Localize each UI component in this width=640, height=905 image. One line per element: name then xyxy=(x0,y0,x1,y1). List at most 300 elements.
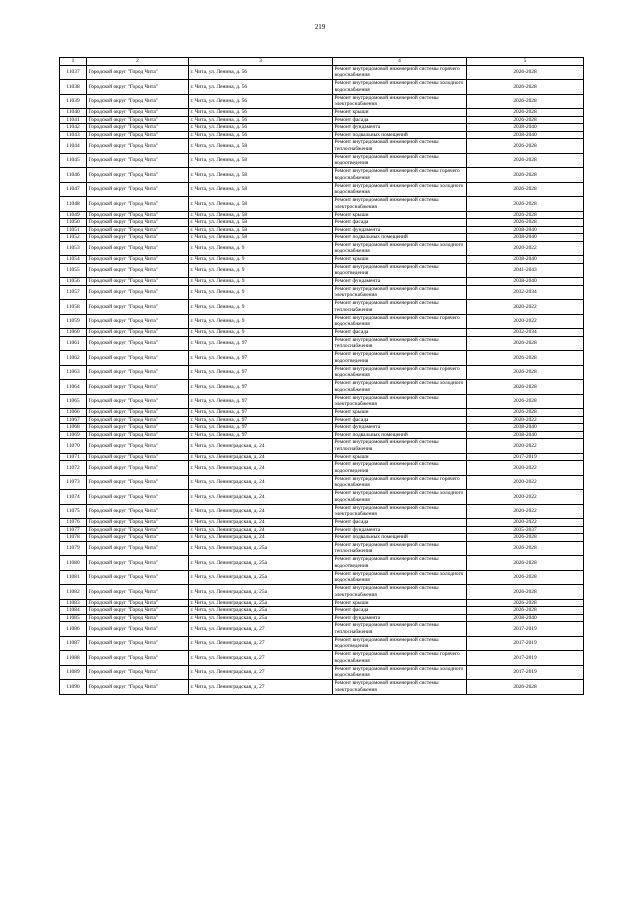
table-row xyxy=(60,394,584,409)
row-number-cell: 11049 xyxy=(60,211,87,219)
row-number-cell: 11039 xyxy=(60,94,87,109)
table-row xyxy=(60,285,584,300)
address-cell: г. Чита, ул. Ленина, д. 56 xyxy=(189,80,333,95)
row-number-cell: 11043 xyxy=(60,131,87,139)
period-cell: 2026-2028 xyxy=(467,80,584,95)
work-type-cell: Ремонт фундамента xyxy=(333,614,467,622)
work-type-cell: Ремонт внутридомовой инженерной системы электроснабжения xyxy=(333,680,467,695)
table-row xyxy=(60,197,584,212)
municipality-cell: Городской округ "Город Чита" xyxy=(87,534,189,542)
row-number-cell: 11073 xyxy=(60,475,87,490)
work-type-cell: Ремонт внутридомовой инженерной системы водоотведения xyxy=(333,351,467,366)
row-number-cell: 11087 xyxy=(60,636,87,651)
table-row xyxy=(60,622,584,637)
address-cell: г. Чита, ул. Ленина, д. 97 xyxy=(189,336,333,351)
municipality-cell: Городской округ "Город Чита" xyxy=(87,490,189,505)
table-row xyxy=(60,351,584,366)
period-cell: 2026-2028 xyxy=(467,365,584,380)
address-cell: г. Чита, ул. Ленина, д. 56 xyxy=(189,94,333,109)
municipality-cell: Городской округ "Город Чита" xyxy=(87,380,189,395)
municipality-cell: Городской округ "Город Чита" xyxy=(87,431,189,439)
municipality-cell: Городской округ "Город Чита" xyxy=(87,453,189,461)
row-number-cell: 11055 xyxy=(60,263,87,278)
period-cell: 2026-2028 xyxy=(467,168,584,183)
period-cell: 2026-2028 xyxy=(467,534,584,542)
period-cell: 2026-2028 xyxy=(467,351,584,366)
address-cell: г. Чита, ул. Ленинградская, д. 24 xyxy=(189,439,333,454)
row-number-cell: 11080 xyxy=(60,556,87,571)
municipality-cell: Городской округ "Город Чита" xyxy=(87,680,189,695)
work-type-cell: Ремонт внутридомовой инженерной системы теплоснабжения xyxy=(333,541,467,556)
table-row xyxy=(60,526,584,534)
municipality-cell: Городской округ "Город Чита" xyxy=(87,285,189,300)
row-number-cell: 11052 xyxy=(60,234,87,242)
row-number-cell: 11062 xyxy=(60,351,87,366)
period-cell: 2026-2028 xyxy=(467,109,584,117)
work-type-cell: Ремонт внутридомовой инженерной системы горячего водоснабжения xyxy=(333,651,467,666)
period-cell: 2026-2028 xyxy=(467,116,584,124)
municipality-cell: Городской округ "Город Чита" xyxy=(87,665,189,680)
row-number-cell: 11038 xyxy=(60,80,87,95)
table-row xyxy=(60,504,584,519)
row-number-cell: 11081 xyxy=(60,570,87,585)
address-cell: г. Чита, ул. Ленина, д. 97 xyxy=(189,394,333,409)
period-cell: 2032-2034 xyxy=(467,285,584,300)
municipality-cell: Городской округ "Город Чита" xyxy=(87,651,189,666)
address-cell: г. Чита, ул. Ленинградская, д. 24 xyxy=(189,475,333,490)
table-row xyxy=(60,139,584,154)
column-number: 3 xyxy=(189,58,333,66)
address-cell: г. Чита, ул. Ленинградская, д. 24 xyxy=(189,504,333,519)
table-row xyxy=(60,168,584,183)
municipality-cell: Городской округ "Город Чита" xyxy=(87,585,189,600)
municipality-cell: Городской округ "Город Чита" xyxy=(87,439,189,454)
work-type-cell: Ремонт внутридомовой инженерной системы электроснабжения xyxy=(333,197,467,212)
municipality-cell: Городской округ "Город Чита" xyxy=(87,65,189,80)
period-cell: 2038-2040 xyxy=(467,124,584,132)
work-type-cell: Ремонт внутридомовой инженерной системы холодного водоснабжения xyxy=(333,241,467,256)
work-type-cell: Ремонт фундамента xyxy=(333,424,467,432)
period-cell: 2038-2040 xyxy=(467,256,584,264)
work-type-cell: Ремонт внутридомовой инженерной системы горячего водоснабжения xyxy=(333,65,467,80)
period-cell: 2026-2028 xyxy=(467,336,584,351)
table-row xyxy=(60,109,584,117)
municipality-cell: Городской округ "Город Чита" xyxy=(87,263,189,278)
address-cell: г. Чита, ул. Ленина, д. 97 xyxy=(189,409,333,417)
table-row xyxy=(60,182,584,197)
row-number-cell: 11063 xyxy=(60,365,87,380)
table-row xyxy=(60,614,584,622)
table-row xyxy=(60,329,584,337)
municipality-cell: Городской округ "Город Чита" xyxy=(87,526,189,534)
work-type-cell: Ремонт внутридомовой инженерной системы электроснабжения xyxy=(333,285,467,300)
period-cell: 2026-2028 xyxy=(467,65,584,80)
work-type-cell: Ремонт внутридомовой инженерной системы горячего водоснабжения xyxy=(333,475,467,490)
work-type-cell: Ремонт фасада xyxy=(333,519,467,527)
work-type-cell: Ремонт внутридомовой инженерной системы холодного водоснабжения xyxy=(333,570,467,585)
address-cell: г. Чита, ул. Ленинградская, д. 24 xyxy=(189,526,333,534)
row-number-cell: 11040 xyxy=(60,109,87,117)
row-number-cell: 11074 xyxy=(60,490,87,505)
municipality-cell: Городской округ "Город Чита" xyxy=(87,226,189,234)
municipality-cell: Городской округ "Город Чита" xyxy=(87,197,189,212)
municipality-cell: Городской округ "Город Чита" xyxy=(87,570,189,585)
address-cell: г. Чита, ул. Ленинградская, д. 25а xyxy=(189,607,333,615)
row-number-cell: 11066 xyxy=(60,409,87,417)
address-cell: г. Чита, ул. Ленина, д. 9 xyxy=(189,314,333,329)
period-cell: 2038-2040 xyxy=(467,278,584,286)
address-cell: г. Чита, ул. Ленина, д. 56 xyxy=(189,124,333,132)
table-row xyxy=(60,424,584,432)
address-cell: г. Чита, ул. Ленина, д. 56 xyxy=(189,65,333,80)
work-type-cell: Ремонт внутридомовой инженерной системы холодного водоснабжения xyxy=(333,80,467,95)
row-number-cell: 11082 xyxy=(60,585,87,600)
table-row xyxy=(60,241,584,256)
table-row xyxy=(60,490,584,505)
address-cell: г. Чита, ул. Ленина, д. 56 xyxy=(189,116,333,124)
row-number-cell: 11086 xyxy=(60,622,87,637)
period-cell: 2026-2028 xyxy=(467,153,584,168)
work-type-cell: Ремонт крыши xyxy=(333,453,467,461)
work-type-cell: Ремонт крыши xyxy=(333,256,467,264)
address-cell: г. Чита, ул. Ленина, д. 58 xyxy=(189,168,333,183)
work-type-cell: Ремонт внутридомовой инженерной системы теплоснабжения xyxy=(333,439,467,454)
municipality-cell: Городской округ "Город Чита" xyxy=(87,504,189,519)
table-row xyxy=(60,519,584,527)
table-row xyxy=(60,680,584,695)
table-row xyxy=(60,234,584,242)
period-cell: 2026-2028 xyxy=(467,380,584,395)
period-cell: 2026-2028 xyxy=(467,680,584,695)
address-cell: г. Чита, ул. Ленинградская, д. 25а xyxy=(189,541,333,556)
municipality-cell: Городской округ "Город Чита" xyxy=(87,256,189,264)
work-type-cell: Ремонт подвальных помещений xyxy=(333,431,467,439)
work-type-cell: Ремонт внутридомовой инженерной системы водоотведения xyxy=(333,263,467,278)
work-type-cell: Ремонт фундамента xyxy=(333,124,467,132)
work-type-cell: Ремонт внутридомовой инженерной системы горячего водоснабжения xyxy=(333,314,467,329)
address-cell: г. Чита, ул. Ленинградская, д. 24 xyxy=(189,519,333,527)
row-number-cell: 11046 xyxy=(60,168,87,183)
period-cell: 2020-2022 xyxy=(467,519,584,527)
work-type-cell: Ремонт фасада xyxy=(333,329,467,337)
municipality-cell: Городской округ "Город Чита" xyxy=(87,80,189,95)
period-cell: 2038-2040 xyxy=(467,614,584,622)
row-number-cell: 11042 xyxy=(60,124,87,132)
work-type-cell: Ремонт внутридомовой инженерной системы теплоснабжения xyxy=(333,300,467,315)
municipality-cell: Городской округ "Город Чита" xyxy=(87,241,189,256)
address-cell: г. Чита, ул. Ленина, д. 58 xyxy=(189,139,333,154)
municipality-cell: Городской округ "Город Чита" xyxy=(87,409,189,417)
address-cell: г. Чита, ул. Ленинградская, д. 27 xyxy=(189,622,333,637)
work-type-cell: Ремонт внутридомовой инженерной системы горячего водоснабжения xyxy=(333,365,467,380)
period-cell: 2017-2019 xyxy=(467,651,584,666)
work-type-cell: Ремонт крыши xyxy=(333,599,467,607)
row-number-cell: 11079 xyxy=(60,541,87,556)
address-cell: г. Чита, ул. Ленина, д. 58 xyxy=(189,197,333,212)
address-cell: г. Чита, ул. Ленинградская, д. 27 xyxy=(189,636,333,651)
table-row xyxy=(60,131,584,139)
address-cell: г. Чита, ул. Ленина, д. 56 xyxy=(189,109,333,117)
table-row xyxy=(60,534,584,542)
work-type-cell: Ремонт внутридомовой инженерной системы теплоснабжения xyxy=(333,336,467,351)
address-cell: г. Чита, ул. Ленина, д. 97 xyxy=(189,424,333,432)
municipality-cell: Городской округ "Город Чита" xyxy=(87,599,189,607)
work-type-cell: Ремонт внутридомовой инженерной системы водоотведения xyxy=(333,153,467,168)
table-row xyxy=(60,380,584,395)
table-row xyxy=(60,153,584,168)
row-number-cell: 11056 xyxy=(60,278,87,286)
row-number-cell: 11089 xyxy=(60,665,87,680)
period-cell: 2026-2028 xyxy=(467,94,584,109)
municipality-cell: Городской округ "Город Чита" xyxy=(87,116,189,124)
work-type-cell: Ремонт внутридомовой инженерной системы теплоснабжения xyxy=(333,139,467,154)
address-cell: г. Чита, ул. Ленина, д. 9 xyxy=(189,300,333,315)
work-type-cell: Ремонт внутридомовой инженерной системы холодного водоснабжения xyxy=(333,182,467,197)
period-cell: 2020-2022 xyxy=(467,314,584,329)
row-number-cell: 11044 xyxy=(60,139,87,154)
table-row xyxy=(60,124,584,132)
address-cell: г. Чита, ул. Ленина, д. 58 xyxy=(189,182,333,197)
period-cell: 2020-2022 xyxy=(467,490,584,505)
period-cell: 2026-2028 xyxy=(467,570,584,585)
municipality-cell: Городской округ "Город Чита" xyxy=(87,365,189,380)
work-type-cell: Ремонт внутридомовой инженерной системы холодного водоснабжения xyxy=(333,490,467,505)
municipality-cell: Городской округ "Город Чита" xyxy=(87,234,189,242)
table-row xyxy=(60,278,584,286)
work-type-cell: Ремонт фасада xyxy=(333,416,467,424)
period-cell: 2017-2019 xyxy=(467,453,584,461)
column-number: 5 xyxy=(467,58,584,66)
address-cell: г. Чита, ул. Ленинградская, д. 27 xyxy=(189,665,333,680)
address-cell: г. Чита, ул. Ленина, д. 56 xyxy=(189,131,333,139)
municipality-cell: Городской округ "Город Чита" xyxy=(87,636,189,651)
municipality-cell: Городской округ "Город Чита" xyxy=(87,182,189,197)
municipality-cell: Городской округ "Город Чита" xyxy=(87,124,189,132)
row-number-cell: 11053 xyxy=(60,241,87,256)
address-cell: г. Чита, ул. Ленинградская, д. 24 xyxy=(189,453,333,461)
table-row xyxy=(60,314,584,329)
row-number-cell: 11069 xyxy=(60,431,87,439)
table-row xyxy=(60,80,584,95)
row-number-cell: 11068 xyxy=(60,424,87,432)
table-row xyxy=(60,607,584,615)
row-number-cell: 11041 xyxy=(60,116,87,124)
work-type-cell: Ремонт внутридомовой инженерной системы водоотведения xyxy=(333,556,467,571)
table-row xyxy=(60,300,584,315)
row-number-cell: 11054 xyxy=(60,256,87,264)
municipality-cell: Городской округ "Город Чита" xyxy=(87,109,189,117)
address-cell: г. Чита, ул. Ленинградская, д. 24 xyxy=(189,490,333,505)
period-cell: 2026-2028 xyxy=(467,607,584,615)
municipality-cell: Городской округ "Город Чита" xyxy=(87,211,189,219)
municipality-cell: Городской округ "Город Чита" xyxy=(87,351,189,366)
row-number-cell: 11065 xyxy=(60,394,87,409)
row-number-cell: 11084 xyxy=(60,607,87,615)
work-type-cell: Ремонт фундамента xyxy=(333,278,467,286)
municipality-cell: Городской округ "Город Чита" xyxy=(87,139,189,154)
municipality-cell: Городской округ "Город Чита" xyxy=(87,607,189,615)
row-number-cell: 11057 xyxy=(60,285,87,300)
work-type-cell: Ремонт крыши xyxy=(333,211,467,219)
row-number-cell: 11077 xyxy=(60,526,87,534)
period-cell: 2032-2034 xyxy=(467,329,584,337)
address-cell: г. Чита, ул. Ленинградская, д. 25а xyxy=(189,599,333,607)
municipality-cell: Городской округ "Город Чита" xyxy=(87,219,189,227)
table-row xyxy=(60,409,584,417)
municipality-cell: Городской округ "Город Чита" xyxy=(87,329,189,337)
address-cell: г. Чита, ул. Ленина, д. 9 xyxy=(189,278,333,286)
period-cell: 2041-2043 xyxy=(467,263,584,278)
address-cell: г. Чита, ул. Ленина, д. 97 xyxy=(189,351,333,366)
work-type-cell: Ремонт подвальных помещений xyxy=(333,131,467,139)
period-cell: 2026-2028 xyxy=(467,585,584,600)
period-cell: 2038-2040 xyxy=(467,424,584,432)
table-row xyxy=(60,665,584,680)
period-cell: 2038-2040 xyxy=(467,234,584,242)
repair-schedule-table xyxy=(59,57,584,695)
row-number-cell: 11058 xyxy=(60,300,87,315)
period-cell: 2038-2040 xyxy=(467,431,584,439)
work-type-cell: Ремонт подвальных помещений xyxy=(333,534,467,542)
column-number-row xyxy=(60,58,584,66)
municipality-cell: Городской округ "Город Чита" xyxy=(87,461,189,476)
address-cell: г. Чита, ул. Ленина, д. 9 xyxy=(189,241,333,256)
municipality-cell: Городской округ "Город Чита" xyxy=(87,519,189,527)
table-row xyxy=(60,475,584,490)
address-cell: г. Чита, ул. Ленина, д. 97 xyxy=(189,380,333,395)
address-cell: г. Чита, ул. Ленина, д. 58 xyxy=(189,211,333,219)
municipality-cell: Городской округ "Город Чита" xyxy=(87,131,189,139)
table-row xyxy=(60,453,584,461)
period-cell: 2035-2037 xyxy=(467,526,584,534)
work-type-cell: Ремонт внутридомовой инженерной системы холодного водоснабжения xyxy=(333,665,467,680)
work-type-cell: Ремонт крыши xyxy=(333,109,467,117)
work-type-cell: Ремонт внутридомовой инженерной системы холодного водоснабжения xyxy=(333,380,467,395)
address-cell: г. Чита, ул. Ленинградская, д. 24 xyxy=(189,461,333,476)
period-cell: 2026-2028 xyxy=(467,599,584,607)
period-cell: 2020-2022 xyxy=(467,504,584,519)
period-cell: 2020-2022 xyxy=(467,241,584,256)
municipality-cell: Городской округ "Город Чита" xyxy=(87,336,189,351)
table-row xyxy=(60,263,584,278)
page-number: 219 xyxy=(314,23,326,31)
table-row xyxy=(60,570,584,585)
period-cell: 2026-2028 xyxy=(467,219,584,227)
table-row xyxy=(60,461,584,476)
period-cell: 2026-2028 xyxy=(467,139,584,154)
column-number: 2 xyxy=(87,58,189,66)
work-type-cell: Ремонт внутридомовой инженерной системы электроснабжения xyxy=(333,585,467,600)
row-number-cell: 11083 xyxy=(60,599,87,607)
work-type-cell: Ремонт фундамента xyxy=(333,226,467,234)
work-type-cell: Ремонт внутридомовой инженерной системы горячего водоснабжения xyxy=(333,168,467,183)
work-type-cell: Ремонт внутридомовой инженерной системы электроснабжения xyxy=(333,394,467,409)
column-number: 4 xyxy=(333,58,467,66)
row-number-cell: 11090 xyxy=(60,680,87,695)
table-row xyxy=(60,556,584,571)
municipality-cell: Городской округ "Город Чита" xyxy=(87,153,189,168)
table-row xyxy=(60,256,584,264)
address-cell: г. Чита, ул. Ленинградская, д. 25а xyxy=(189,585,333,600)
period-cell: 2020-2022 xyxy=(467,461,584,476)
row-number-cell: 11067 xyxy=(60,416,87,424)
address-cell: г. Чита, ул. Ленина, д. 9 xyxy=(189,329,333,337)
row-number-cell: 11088 xyxy=(60,651,87,666)
period-cell: 2026-2028 xyxy=(467,409,584,417)
row-number-cell: 11076 xyxy=(60,519,87,527)
address-cell: г. Чита, ул. Ленина, д. 9 xyxy=(189,263,333,278)
table-row xyxy=(60,636,584,651)
work-type-cell: Ремонт фасада xyxy=(333,219,467,227)
period-cell: 2026-2028 xyxy=(467,556,584,571)
address-cell: г. Чита, ул. Ленина, д. 9 xyxy=(189,285,333,300)
period-cell: 2017-2019 xyxy=(467,622,584,637)
table-row xyxy=(60,211,584,219)
row-number-cell: 11075 xyxy=(60,504,87,519)
table-row xyxy=(60,116,584,124)
work-type-cell: Ремонт подвальных помещений xyxy=(333,234,467,242)
table-row xyxy=(60,65,584,80)
municipality-cell: Городской округ "Город Чита" xyxy=(87,394,189,409)
period-cell: 2026-2028 xyxy=(467,541,584,556)
row-number-cell: 11037 xyxy=(60,65,87,80)
address-cell: г. Чита, ул. Ленина, д. 58 xyxy=(189,219,333,227)
address-cell: г. Чита, ул. Ленинградская, д. 25а xyxy=(189,556,333,571)
address-cell: г. Чита, ул. Ленина, д. 97 xyxy=(189,416,333,424)
work-type-cell: Ремонт внутридомовой инженерной системы теплоснабжения xyxy=(333,622,467,637)
municipality-cell: Городской округ "Город Чита" xyxy=(87,475,189,490)
row-number-cell: 11078 xyxy=(60,534,87,542)
row-number-cell: 11071 xyxy=(60,453,87,461)
period-cell: 2017-2019 xyxy=(467,665,584,680)
row-number-cell: 11059 xyxy=(60,314,87,329)
column-number: 1 xyxy=(60,58,87,66)
work-type-cell: Ремонт крыши xyxy=(333,409,467,417)
municipality-cell: Городской округ "Город Чита" xyxy=(87,424,189,432)
table-row xyxy=(60,226,584,234)
table-row xyxy=(60,365,584,380)
table-row xyxy=(60,599,584,607)
row-number-cell: 11047 xyxy=(60,182,87,197)
work-type-cell: Ремонт фасада xyxy=(333,607,467,615)
table-row xyxy=(60,585,584,600)
municipality-cell: Городской округ "Город Чита" xyxy=(87,94,189,109)
table-row xyxy=(60,219,584,227)
row-number-cell: 11048 xyxy=(60,197,87,212)
municipality-cell: Городской округ "Город Чита" xyxy=(87,614,189,622)
row-number-cell: 11061 xyxy=(60,336,87,351)
row-number-cell: 11060 xyxy=(60,329,87,337)
table-row xyxy=(60,431,584,439)
table-row xyxy=(60,439,584,454)
work-type-cell: Ремонт фундамента xyxy=(333,526,467,534)
period-cell: 2020-2022 xyxy=(467,300,584,315)
row-number-cell: 11072 xyxy=(60,461,87,476)
row-number-cell: 11050 xyxy=(60,219,87,227)
work-type-cell: Ремонт внутридомовой инженерной системы электроснабжения xyxy=(333,94,467,109)
table-row xyxy=(60,541,584,556)
municipality-cell: Городской округ "Город Чита" xyxy=(87,416,189,424)
row-number-cell: 11085 xyxy=(60,614,87,622)
period-cell: 2020-2022 xyxy=(467,475,584,490)
period-cell: 2026-2028 xyxy=(467,394,584,409)
period-cell: 2020-2022 xyxy=(467,439,584,454)
address-cell: г. Чита, ул. Ленинградская, д. 24 xyxy=(189,534,333,542)
municipality-cell: Городской округ "Город Чита" xyxy=(87,622,189,637)
address-cell: г. Чита, ул. Ленинградская, д. 25а xyxy=(189,614,333,622)
row-number-cell: 11051 xyxy=(60,226,87,234)
address-cell: г. Чита, ул. Ленина, д. 97 xyxy=(189,431,333,439)
